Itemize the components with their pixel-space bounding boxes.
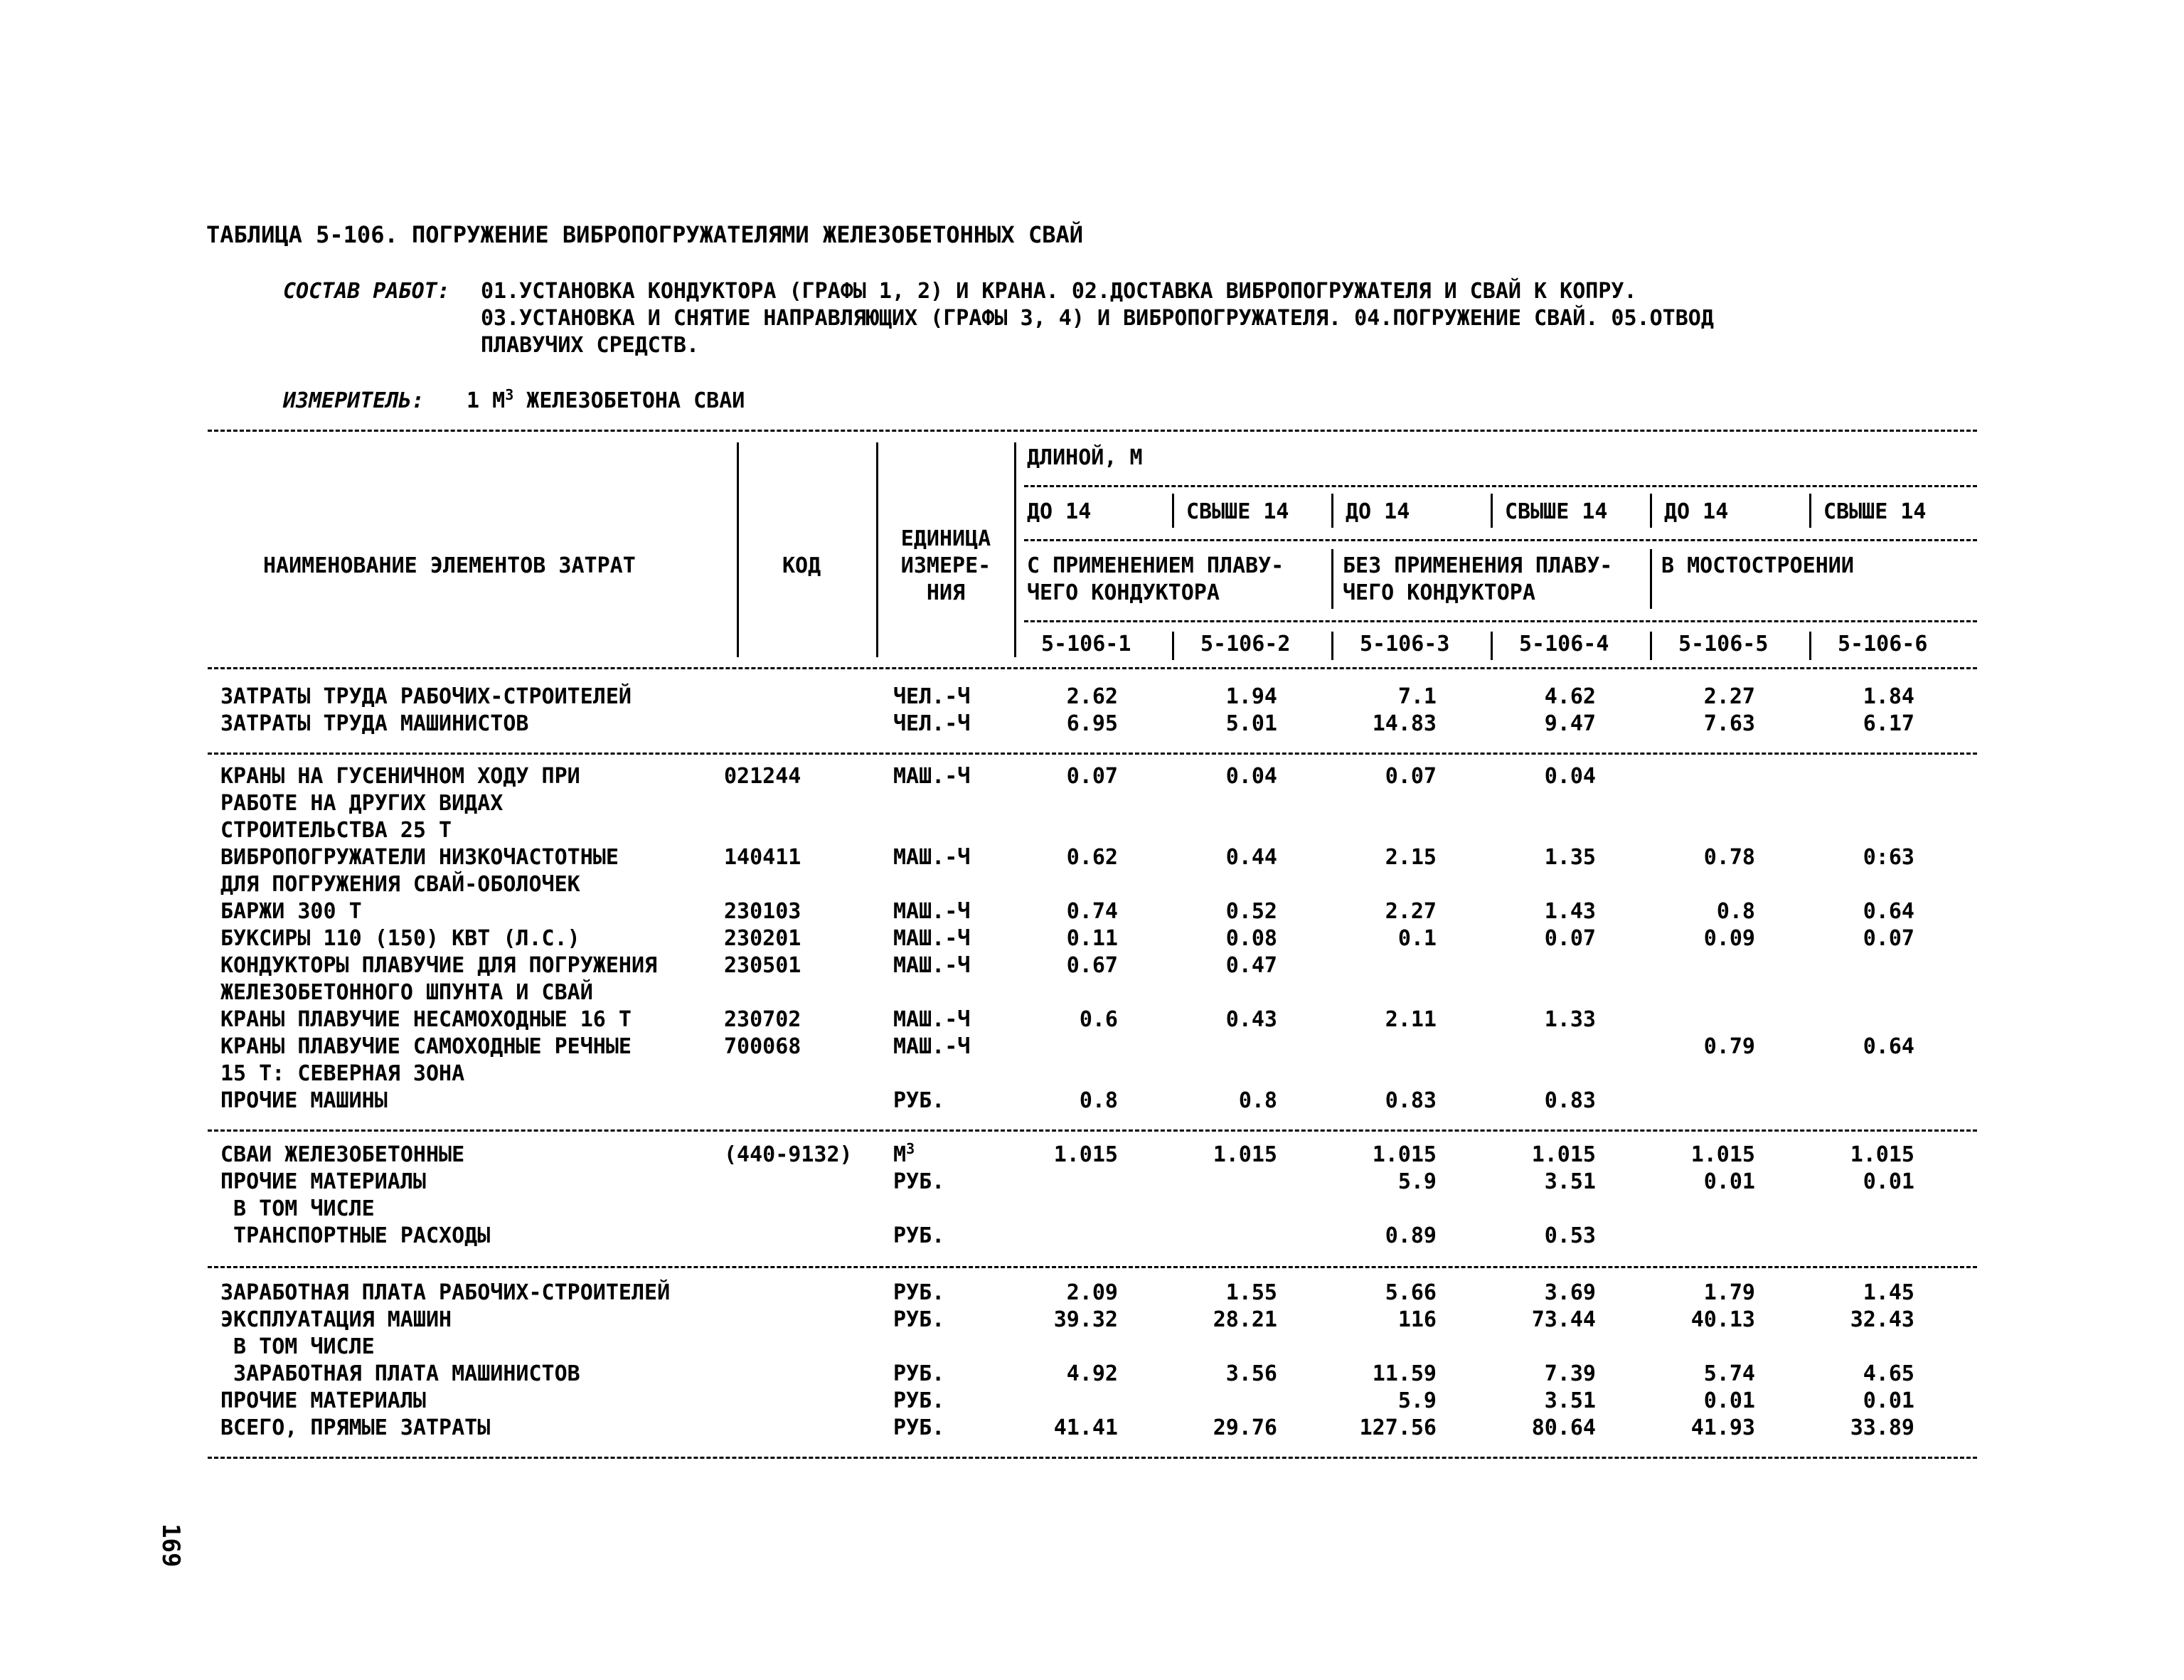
row-unit: МАШ.-Ч — [893, 926, 971, 951]
row-value: 0.01 — [1863, 1388, 1914, 1413]
header-length-cell: ДО 14 — [1664, 499, 1729, 524]
rule-section-1 — [208, 753, 1977, 755]
row-value: 0.07 — [1863, 926, 1914, 951]
row-value: 0.09 — [1703, 926, 1755, 951]
row-name: ВИБРОПОГРУЖАТЕЛИ НИЗКОЧАСТОТНЫЕ — [220, 845, 619, 870]
row-value: 116 — [1397, 1307, 1437, 1332]
row-value: 0.83 — [1544, 1088, 1596, 1113]
row-value: 0.47 — [1225, 953, 1277, 978]
row-code: 230501 — [724, 953, 801, 978]
rule-header-sub1 — [1024, 485, 1977, 487]
row-value: 0.89 — [1385, 1223, 1437, 1248]
row-name: КРАНЫ ПЛАВУЧИЕ НЕСАМОХОДНЫЕ 16 Т — [220, 1007, 632, 1032]
row-value: 4.62 — [1544, 684, 1596, 709]
measure-value: 1 $М^3$ ЖЕЛЕЗОБЕТОНА СВАИ — [467, 386, 745, 413]
header-code-cell: 5-106-1 — [1041, 632, 1131, 656]
row-value: 1.43 — [1544, 899, 1596, 924]
row-value: 1.84 — [1863, 684, 1914, 709]
header-divider-len-5 — [1809, 494, 1811, 528]
row-value: 0.1 — [1397, 926, 1437, 951]
row-unit: ЧЕЛ.-Ч — [893, 684, 971, 709]
row-name: ЗАРАБОТНАЯ ПЛАТА МАШИНИСТОВ — [220, 1361, 580, 1386]
row-unit: МАШ.-Ч — [893, 953, 971, 978]
row-name: ПРОЧИЕ МАТЕРИАЛЫ — [220, 1169, 426, 1194]
row-value: 7.1 — [1397, 684, 1437, 709]
row-value: 1.015 — [1053, 1142, 1118, 1167]
row-unit: РУБ. — [893, 1307, 945, 1332]
row-value: 0.01 — [1703, 1388, 1755, 1413]
row-value: 33.89 — [1850, 1415, 1914, 1440]
header-length-cell: ДО 14 — [1346, 499, 1410, 524]
row-value: 3.69 — [1544, 1280, 1596, 1305]
row-value: 0.64 — [1863, 899, 1914, 924]
row-name: СТРОИТЕЛЬСТВА 25 Т — [220, 818, 452, 843]
row-value: 1.015 — [1850, 1142, 1914, 1167]
row-unit: МАШ.-Ч — [893, 764, 971, 789]
row-unit: РУБ. — [893, 1388, 945, 1413]
row-value: 0.04 — [1544, 764, 1596, 789]
row-unit: МАШ.-Ч — [893, 1034, 971, 1059]
row-value: 1.55 — [1225, 1280, 1277, 1305]
header-divider-len-3 — [1491, 494, 1493, 528]
row-value: 2.27 — [1703, 684, 1755, 709]
row-name: СВАИ ЖЕЛЕЗОБЕТОННЫЕ — [220, 1142, 465, 1167]
row-name: ЗАТРАТЫ ТРУДА МАШИНИСТОВ — [220, 711, 529, 736]
row-unit: $М^3$ — [893, 1140, 915, 1167]
row-value: 41.41 — [1053, 1415, 1118, 1440]
header-divider-len-2 — [1331, 494, 1333, 528]
measure-label: ИЗМЕРИТЕЛЬ: — [283, 388, 425, 413]
header-group-2-line-2: ЧЕГО КОНДУКТОРА — [1343, 580, 1535, 605]
row-value: 0.01 — [1863, 1169, 1914, 1194]
header-code-cell: 5-106-6 — [1838, 632, 1928, 656]
row-value: 1.015 — [1531, 1142, 1596, 1167]
row-name: 15 Т: СЕВЕРНАЯ ЗОНА — [220, 1061, 465, 1086]
header-length-cell: СВЫШЕ 14 — [1186, 499, 1289, 524]
header-group-3-line-1: В МОСТОСТРОЕНИИ — [1661, 553, 1854, 578]
row-value: 0.07 — [1385, 764, 1437, 789]
row-value: 0.52 — [1225, 899, 1277, 924]
row-name: ТРАНСПОРТНЫЕ РАСХОДЫ — [220, 1223, 491, 1248]
rule-header-bottom — [208, 667, 1977, 669]
row-value: 2.27 — [1385, 899, 1437, 924]
row-value: 29.76 — [1213, 1415, 1277, 1440]
row-value: 5.74 — [1703, 1361, 1755, 1386]
row-value: 0.6 — [1079, 1007, 1118, 1032]
header-code-column: КОД — [782, 553, 821, 578]
rule-top — [208, 430, 1977, 432]
row-unit: ЧЕЛ.-Ч — [893, 711, 971, 736]
header-unit-column-1: ЕДИНИЦА — [900, 526, 991, 551]
row-code: 230103 — [724, 899, 801, 924]
row-code: 140411 — [724, 845, 801, 870]
row-unit: МАШ.-Ч — [893, 1007, 971, 1032]
header-length-cell: ДО 14 — [1027, 499, 1092, 524]
header-divider-group-2 — [1650, 549, 1652, 609]
row-code: 700068 — [724, 1034, 801, 1059]
row-value: 39.32 — [1053, 1307, 1118, 1332]
header-unit-column-2: ИЗМЕРЕ- — [900, 553, 991, 578]
row-value: 0:63 — [1863, 845, 1914, 870]
row-name: ПРОЧИЕ МАТЕРИАЛЫ — [220, 1388, 426, 1413]
row-name: ВСЕГО, ПРЯМЫЕ ЗАТРАТЫ — [220, 1415, 491, 1440]
row-value: 5.01 — [1225, 711, 1277, 736]
row-name: ПРОЧИЕ МАШИНЫ — [220, 1088, 388, 1113]
header-group-2-line-1: БЕЗ ПРИМЕНЕНИЯ ПЛАВУ- — [1343, 553, 1613, 578]
header-name-column: НАИМЕНОВАНИЕ ЭЛЕМЕНТОВ ЗАТРАТ — [263, 553, 636, 578]
row-name: ЗАТРАТЫ ТРУДА РАБОЧИХ-СТРОИТЕЛЕЙ — [220, 684, 632, 709]
row-code: (440-9132) — [724, 1142, 853, 1167]
row-value: 4.92 — [1066, 1361, 1118, 1386]
header-divider-code-4 — [1650, 632, 1652, 660]
composition-line-2: 03.УСТАНОВКА И СНЯТИЕ НАПРАВЛЯЮЩИХ (ГРАФЫ 3, 4) И ВИБРОПОГРУЖАТЕЛЯ. 04.ПОГРУЖЕНИЕ СВАЙ. 05.ОТВОД — [481, 306, 1714, 331]
header-unit-column-3: НИЯ — [926, 580, 966, 605]
row-code: 230702 — [724, 1007, 801, 1032]
row-value: 6.95 — [1066, 711, 1118, 736]
header-divider-group-1 — [1331, 549, 1333, 609]
row-value: 14.83 — [1372, 711, 1437, 736]
row-value: 0.74 — [1066, 899, 1118, 924]
row-name: КРАНЫ ПЛАВУЧИЕ САМОХОДНЫЕ РЕЧНЫЕ — [220, 1034, 632, 1059]
row-value: 1.79 — [1703, 1280, 1755, 1305]
row-value: 1.35 — [1544, 845, 1596, 870]
row-name: КРАНЫ НА ГУСЕНИЧНОМ ХОДУ ПРИ — [220, 764, 580, 789]
row-value: 0.44 — [1225, 845, 1277, 870]
row-code: 021244 — [724, 764, 801, 789]
row-value: 9.47 — [1544, 711, 1596, 736]
row-value: 7.63 — [1703, 711, 1755, 736]
row-value: 2.62 — [1066, 684, 1118, 709]
row-name: В ТОМ ЧИСЛЕ — [220, 1334, 375, 1359]
row-value: 73.44 — [1531, 1307, 1596, 1332]
header-group-1-line-1: С ПРИМЕНЕНИЕМ ПЛАВУ- — [1027, 553, 1284, 578]
row-value: 1.94 — [1225, 684, 1277, 709]
row-value: 0.62 — [1066, 845, 1118, 870]
row-name: ЖЕЛЕЗОБЕТОННОГО ШПУНТА И СВАЙ — [220, 980, 593, 1005]
row-value: 2.11 — [1385, 1007, 1437, 1032]
row-value: 0.07 — [1544, 926, 1596, 951]
row-value: 3.56 — [1225, 1361, 1277, 1386]
row-unit: РУБ. — [893, 1088, 945, 1113]
header-code-cell: 5-106-4 — [1519, 632, 1609, 656]
header-divider-code-3 — [1491, 632, 1493, 660]
row-value: 6.17 — [1863, 711, 1914, 736]
row-value: 0.64 — [1863, 1034, 1914, 1059]
header-code-cell: 5-106-5 — [1678, 632, 1769, 656]
row-value: 0.08 — [1225, 926, 1277, 951]
rule-section-3 — [208, 1266, 1977, 1268]
header-length-cell: СВЫШЕ 14 — [1505, 499, 1608, 524]
row-value: 0.78 — [1703, 845, 1755, 870]
row-unit: МАШ.-Ч — [893, 845, 971, 870]
row-code: 230201 — [724, 926, 801, 951]
composition-label: СОСТАВ РАБОТ: — [283, 279, 450, 304]
row-value: 0.79 — [1703, 1034, 1755, 1059]
row-name: КОНДУКТОРЫ ПЛАВУЧИЕ ДЛЯ ПОГРУЖЕНИЯ — [220, 953, 658, 978]
row-unit: МАШ.-Ч — [893, 899, 971, 924]
row-name: БУКСИРЫ 110 (150) КВТ (Л.С.) — [220, 926, 580, 951]
row-unit: РУБ. — [893, 1223, 945, 1248]
row-value: 32.43 — [1850, 1307, 1914, 1332]
header-divider-unit-values — [1014, 442, 1016, 657]
row-name: В ТОМ ЧИСЛЕ — [220, 1196, 375, 1221]
row-name: ЭКСПЛУАТАЦИЯ МАШИН — [220, 1307, 452, 1332]
row-value: 0.67 — [1066, 953, 1118, 978]
row-value: 3.51 — [1544, 1169, 1596, 1194]
header-divider-code-unit — [876, 442, 878, 657]
header-divider-code-2 — [1331, 632, 1333, 660]
row-unit: РУБ. — [893, 1169, 945, 1194]
row-value: 3.51 — [1544, 1388, 1596, 1413]
row-value: 127.56 — [1359, 1415, 1437, 1440]
row-value: 11.59 — [1372, 1361, 1437, 1386]
row-value: 40.13 — [1690, 1307, 1755, 1332]
header-divider-name-code — [737, 442, 739, 657]
row-name: РАБОТЕ НА ДРУГИХ ВИДАХ — [220, 791, 504, 816]
row-unit: РУБ. — [893, 1415, 945, 1440]
composition-line-3: ПЛАВУЧИХ СРЕДСТВ. — [481, 333, 700, 358]
row-value: 0.53 — [1544, 1223, 1596, 1248]
row-value: 2.15 — [1385, 845, 1437, 870]
header-divider-len-1 — [1172, 494, 1174, 528]
row-value: 1.015 — [1690, 1142, 1755, 1167]
row-value: 28.21 — [1213, 1307, 1277, 1332]
header-group-1-line-2: ЧЕГО КОНДУКТОРА — [1027, 580, 1220, 605]
table-title: ТАБЛИЦА 5-106. ПОГРУЖЕНИЕ ВИБРОПОГРУЖАТЕЛЯМИ ЖЕЛЕЗОБЕТОННЫХ СВАЙ — [206, 221, 1083, 248]
row-value: 41.93 — [1690, 1415, 1755, 1440]
row-value: 5.9 — [1397, 1388, 1437, 1413]
row-value: 1.33 — [1544, 1007, 1596, 1032]
header-code-cell: 5-106-3 — [1360, 632, 1450, 656]
row-value: 0.43 — [1225, 1007, 1277, 1032]
row-value: 5.66 — [1385, 1280, 1437, 1305]
row-value: 5.9 — [1397, 1169, 1437, 1194]
row-value: 0.11 — [1066, 926, 1118, 951]
rule-header-sub3 — [1024, 620, 1977, 622]
row-unit: РУБ. — [893, 1361, 945, 1386]
header-length-label: ДЛИНОЙ, М — [1027, 445, 1143, 470]
row-value: 0.8 — [1238, 1088, 1277, 1113]
row-value: 7.39 — [1544, 1361, 1596, 1386]
header-code-cell: 5-106-2 — [1200, 632, 1291, 656]
row-value: 0.83 — [1385, 1088, 1437, 1113]
page-number: 169 — [156, 1524, 185, 1568]
header-divider-code-5 — [1809, 632, 1811, 660]
row-unit: РУБ. — [893, 1280, 945, 1305]
header-length-cell: СВЫШЕ 14 — [1823, 499, 1927, 524]
row-value: 0.01 — [1703, 1169, 1755, 1194]
rule-header-sub2 — [1024, 539, 1977, 541]
row-name: ДЛЯ ПОГРУЖЕНИЯ СВАЙ-ОБОЛОЧЕК — [220, 872, 580, 897]
composition-line-1: 01.УСТАНОВКА КОНДУКТОРА (ГРАФЫ 1, 2) И КРАНА. 02.ДОСТАВКА ВИБРОПОГРУЖАТЕЛЯ И СВАЙ К КОПРУ. — [481, 279, 1637, 304]
rule-bottom — [208, 1457, 1977, 1459]
row-value: 0.04 — [1225, 764, 1277, 789]
rule-section-2 — [208, 1129, 1977, 1132]
header-divider-len-4 — [1650, 494, 1652, 528]
header-divider-code-1 — [1172, 632, 1174, 660]
row-value: 1.015 — [1213, 1142, 1277, 1167]
row-value: 4.65 — [1863, 1361, 1914, 1386]
row-name: ЗАРАБОТНАЯ ПЛАТА РАБОЧИХ-СТРОИТЕЛЕЙ — [220, 1280, 671, 1305]
row-name: БАРЖИ 300 Т — [220, 899, 362, 924]
row-value: 0.8 — [1079, 1088, 1118, 1113]
row-value: 80.64 — [1531, 1415, 1596, 1440]
row-value: 2.09 — [1066, 1280, 1118, 1305]
row-value: 1.015 — [1372, 1142, 1437, 1167]
row-value: 0.07 — [1066, 764, 1118, 789]
row-value: 0.8 — [1716, 899, 1755, 924]
row-value: 1.45 — [1863, 1280, 1914, 1305]
